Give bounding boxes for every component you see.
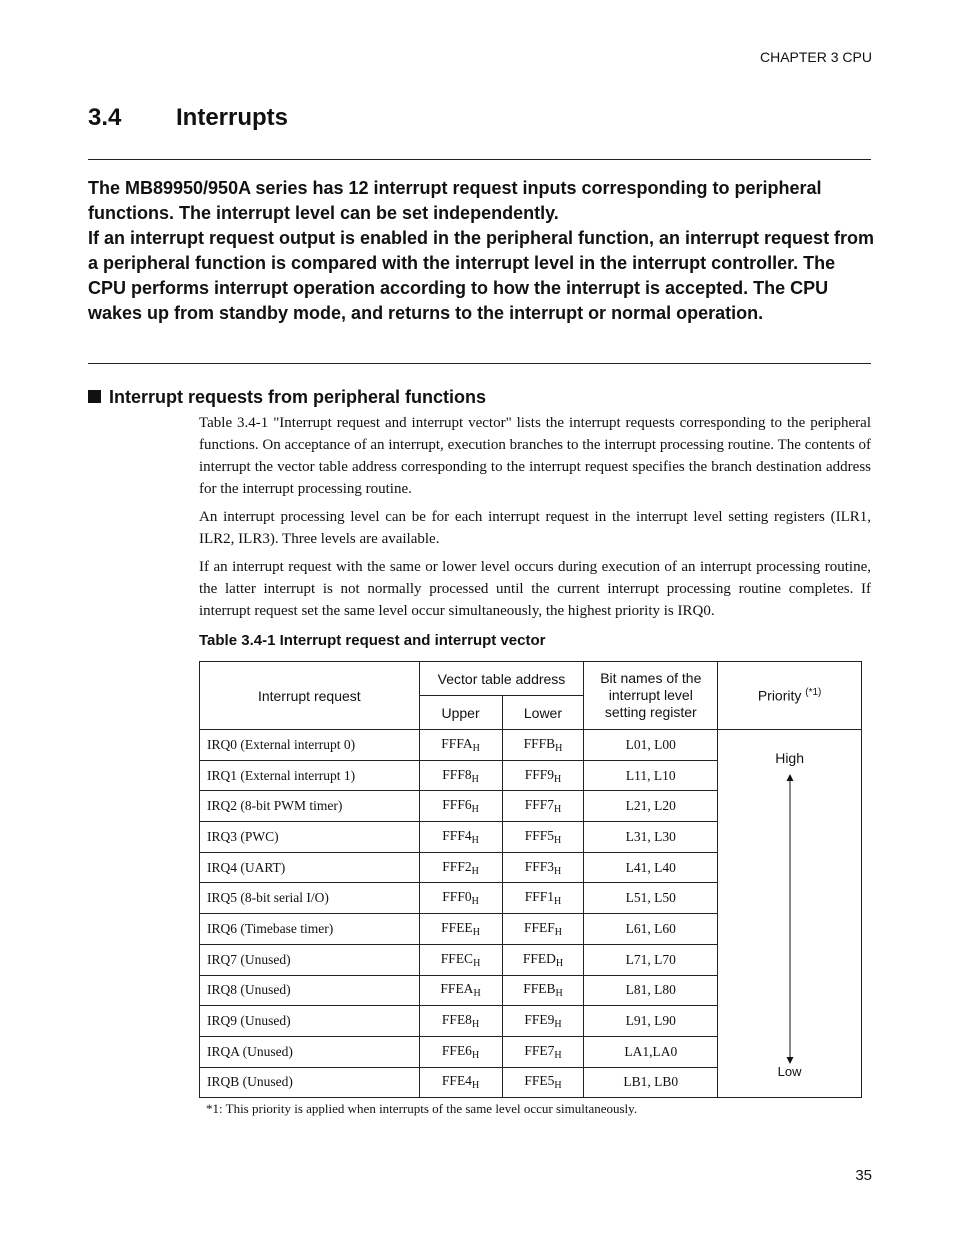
hex-subscript: H	[471, 834, 479, 846]
cell-upper-text: FFF4	[442, 827, 472, 843]
cell-bit-names-text: L51, L50	[625, 890, 676, 906]
hex-subscript: H	[553, 896, 562, 908]
hex-subscript: H	[471, 1080, 480, 1092]
cell-upper	[419, 852, 502, 883]
cell-upper-text: FFF8	[442, 766, 472, 782]
cell-request-text: IRQB (Unused)	[207, 1074, 293, 1090]
cell-bit-names	[584, 1036, 718, 1067]
header-lower: Lower	[502, 696, 584, 730]
cell-bit-names-text: L61, L60	[625, 920, 676, 936]
cell-bit-names	[584, 822, 718, 853]
page-number: 35	[855, 1167, 872, 1184]
priority-cell	[718, 730, 862, 1098]
cell-upper-text: FFF2	[442, 858, 472, 874]
table-caption: Table 3.4-1 Interrupt request and interrupt vector	[199, 632, 546, 649]
table-row	[200, 730, 862, 761]
cell-lower-text: FFFB	[523, 735, 556, 751]
header-bit-names: Bit names of the interrupt level setting register	[584, 662, 718, 730]
body-paragraph-2: An interrupt processing level can be for each interrupt request in the interrupt level setting registers (ILR1, ILR2, ILR3). Three levels are available.	[199, 509, 871, 547]
body-paragraph-3: If an interrupt request with the same or lower level occurs during execution of an interrupt processing routine, the latter interrupt is not normally processed until the current interrupt processing routine completes. If interrupt request set the same level occur simultaneously, the highest priority is IRQ0.	[199, 559, 871, 619]
hex-subscript: H	[471, 773, 479, 785]
summary-paragraph-2: If an interrupt request output is enabled in the peripheral function, an interrupt request from a peripheral function is compared with the interrupt level in the interrupt controller. The CPU performs interrupt operation according to how the interrupt is accepted. The CPU wakes up from standby mode, and returns to the interrupt or normal operation.	[88, 228, 875, 323]
cell-lower-text: FFE7	[524, 1042, 555, 1058]
section-title	[88, 104, 288, 132]
hex-subscript: H	[553, 865, 562, 877]
cell-lower-text: FFE5	[524, 1073, 555, 1089]
cell-bit-names	[584, 975, 718, 1006]
cell-lower	[502, 822, 584, 853]
cell-upper	[419, 975, 502, 1006]
cell-lower	[502, 730, 584, 761]
summary-paragraph-1: The MB89950/950A series has 12 interrupt request inputs corresponding to peripheral functions. The interrupt level can be set independently.	[88, 178, 822, 223]
header-interrupt-request: Interrupt request	[200, 662, 420, 730]
cell-request-text: IRQA (Unused)	[207, 1043, 293, 1059]
cell-upper	[419, 760, 502, 791]
cell-upper-text: FFF6	[442, 797, 472, 813]
cell-upper	[419, 1036, 502, 1067]
cell-lower	[502, 760, 584, 791]
cell-bit-names	[584, 760, 718, 791]
cell-lower-text: FFED	[522, 950, 556, 966]
cell-lower	[502, 852, 584, 883]
cell-request	[200, 791, 420, 822]
header-vector-table-address: Vector table address	[419, 662, 584, 696]
cell-bit-names-text: L81, L80	[625, 982, 676, 998]
subsection-title: Interrupt requests from peripheral functions	[109, 387, 487, 407]
cell-request-text: IRQ8 (Unused)	[207, 982, 291, 998]
section-summary	[88, 176, 878, 326]
cell-bit-names-text: L11, L10	[625, 767, 676, 783]
cell-bit-names	[584, 914, 718, 945]
cell-lower-text: FFEF	[523, 919, 555, 935]
hex-subscript: H	[471, 865, 479, 877]
top-divider	[88, 159, 871, 160]
cell-bit-names-text: L41, L40	[625, 859, 676, 875]
cell-lower	[502, 791, 584, 822]
section-title-text: Interrupts	[176, 104, 289, 131]
hex-subscript: H	[472, 926, 480, 938]
cell-lower-text: FFF1	[524, 889, 554, 905]
bottom-divider	[88, 363, 871, 364]
hex-subscript: H	[554, 926, 562, 938]
cell-lower	[502, 1036, 584, 1067]
cell-request-text: IRQ7 (Unused)	[207, 951, 291, 967]
cell-request-text: IRQ2 (8-bit PWM timer)	[207, 798, 343, 814]
cell-lower-text: FFF3	[524, 858, 554, 874]
cell-bit-names	[584, 1067, 718, 1098]
cell-bit-names-text: LA1,LA0	[624, 1043, 678, 1059]
cell-upper-text: FFF0	[442, 889, 472, 905]
cell-upper-text: FFE8	[441, 1012, 472, 1028]
cell-lower	[502, 914, 584, 945]
cell-request	[200, 822, 420, 853]
cell-bit-names-text: LB1, LB0	[623, 1074, 679, 1090]
hex-subscript: H	[471, 1049, 480, 1061]
cell-upper-text: FFEE	[441, 919, 473, 935]
cell-lower-text: FFE9	[524, 1012, 555, 1028]
chapter-header: CHAPTER 3 CPU	[759, 49, 872, 65]
cell-upper	[419, 914, 502, 945]
priority-arrow-icon	[782, 774, 798, 1064]
cell-request	[200, 852, 420, 883]
cell-bit-names	[584, 852, 718, 883]
hex-subscript: H	[554, 1049, 562, 1061]
cell-lower-text: FFF9	[524, 766, 554, 782]
cell-upper	[419, 1067, 502, 1098]
cell-lower	[502, 1006, 584, 1037]
interrupt-vector-table	[199, 661, 862, 1098]
cell-bit-names-text: L71, L70	[625, 951, 676, 967]
cell-request	[200, 730, 420, 761]
cell-request	[200, 760, 420, 791]
cell-bit-names	[584, 791, 718, 822]
cell-request	[200, 914, 420, 945]
cell-request-text: IRQ4 (UART)	[207, 859, 286, 875]
table-body	[200, 730, 862, 1098]
cell-bit-names	[584, 1006, 718, 1037]
cell-upper	[419, 791, 502, 822]
hex-subscript: H	[473, 957, 481, 969]
hex-subscript: H	[554, 1080, 562, 1092]
table-footnote: *1: This priority is applied when interrupts of the same level occur simultaneously.	[206, 1101, 638, 1116]
subsection-heading	[88, 387, 486, 408]
cell-request-text: IRQ0 (External interrupt 0)	[207, 736, 356, 752]
cell-lower-text: FFF5	[524, 827, 554, 843]
hex-subscript: H	[472, 742, 480, 754]
cell-request-text: IRQ1 (External interrupt 1)	[207, 767, 356, 783]
priority-footnote-mark: (*1)	[805, 687, 822, 699]
header-priority-label: Priority	[757, 687, 802, 704]
cell-upper-text: FFEC	[440, 950, 474, 966]
hex-subscript: H	[555, 957, 564, 969]
cell-request-text: IRQ3 (PWC)	[207, 828, 279, 844]
cell-bit-names-text: L91, L90	[625, 1013, 676, 1029]
cell-upper-text: FFE6	[441, 1042, 472, 1058]
square-bullet-icon	[88, 390, 101, 403]
body-paragraph-1: Table 3.4-1 "Interrupt request and interrupt vector" lists the interrupt requests corresponding to the peripheral functions. On acceptance of an interrupt, execution branches to the interrupt processing routine. The contents of interrupt the vector table address corresponding to the interrupt request specifies the branch destination address for the interrupt processing routine.	[199, 415, 871, 497]
hex-subscript: H	[553, 834, 562, 846]
cell-bit-names-text: L31, L30	[625, 828, 676, 844]
cell-lower	[502, 1067, 584, 1098]
cell-upper	[419, 730, 502, 761]
cell-upper	[419, 822, 502, 853]
cell-bit-names-text: L21, L20	[625, 798, 676, 814]
hex-subscript: H	[554, 1019, 562, 1031]
hex-subscript: H	[553, 773, 562, 785]
body-text	[199, 412, 871, 628]
cell-request	[200, 1036, 420, 1067]
cell-upper	[419, 883, 502, 914]
priority-low-label: Low	[777, 1064, 802, 1080]
hex-subscript: H	[471, 896, 479, 908]
cell-request-text: IRQ6 (Timebase timer)	[207, 920, 334, 936]
cell-request	[200, 975, 420, 1006]
priority-high-label: High	[775, 750, 804, 766]
cell-lower	[502, 975, 584, 1006]
cell-request	[200, 1067, 420, 1098]
cell-lower-text: FFEB	[523, 981, 556, 997]
cell-upper-text: FFE4	[441, 1073, 472, 1089]
cell-request-text: IRQ9 (Unused)	[207, 1013, 291, 1029]
cell-request	[200, 944, 420, 975]
cell-bit-names	[584, 883, 718, 914]
cell-request	[200, 883, 420, 914]
hex-subscript: H	[555, 988, 563, 1000]
header-upper: Upper	[419, 696, 502, 730]
header-priority	[718, 662, 862, 730]
cell-bit-names-text: L01, L00	[625, 736, 676, 752]
hex-subscript: H	[471, 1019, 480, 1031]
cell-lower-text: FFF7	[524, 797, 554, 813]
hex-subscript: H	[555, 742, 563, 754]
cell-bit-names	[584, 944, 718, 975]
hex-subscript: H	[553, 804, 562, 816]
cell-upper-text: FFFA	[441, 735, 473, 751]
hex-subscript: H	[473, 988, 481, 1000]
cell-request-text: IRQ5 (8-bit serial I/O)	[207, 890, 329, 906]
hex-subscript: H	[471, 804, 479, 816]
cell-lower	[502, 944, 584, 975]
cell-lower	[502, 883, 584, 914]
cell-upper-text: FFEA	[440, 981, 474, 997]
cell-upper	[419, 944, 502, 975]
cell-upper	[419, 1006, 502, 1037]
cell-bit-names	[584, 730, 718, 761]
section-number: 3.4	[88, 104, 122, 131]
cell-request	[200, 1006, 420, 1037]
